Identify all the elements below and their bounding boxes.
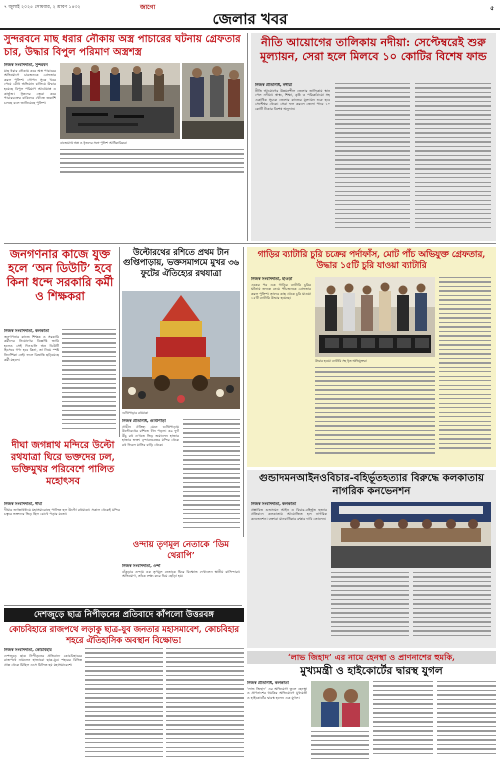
arms-photo [60,63,180,139]
story-onda-headline: ওন্দায় তৃণমূল নেতাকে ‘ডিম থেরাপি’ [132,540,230,561]
story-coochbehar [4,608,244,766]
convention-photo-image [331,502,491,568]
story-couple-col4 [437,681,496,765]
story-convention-col2 [331,572,409,642]
story-coochbehar-body-text: দেশজুড়ে ছাত্র নিপীড়নের প্রতিবাদে কোচবিহারের রাজপথে নামলেন হাজারো ছাত্র-যুব। শহরের বিভিন্ন প্রান্ত থেকে মিছিল এসে মিলিত হয় মহাসমাবেশে। [4,653,82,667]
story-convention-byline: নিজস্ব সংবাদদাতা, কলকাতা [251,502,297,506]
story-census-byline: নিজস্ব সংবাদদাতা, কলকাতা [4,329,50,333]
story-arms-body-text: মাছ ধরার নৌকায় করে অস্ত্র পাচারের অভিযোগে চারজনকে গ্রেফতার করল পুলিশ। গোপন সূত্রে খবর পেয়ে যৌথ অভিযান চালিয়ে উদ্ধার হয়েছে বিপুল পরিমাণ আগ্নেয়াস্ত্র ও কার্তুজ। ধৃতদের জেরা করে পাচারচক্রের বাকিদের খোঁজে তল্লাশি চলছে বলে জানিয়েছে পুলিশ। [4,68,56,105]
story-niti-body-text: নীতি আয়োগের উন্নয়নশীল জেলার তালিকায় স্থান পেল নদীয়া। স্বাস্থ্য, শিক্ষা, কৃষি ও পরিকাঠামো সহ একাধিক সূচকে জেলার কাজের মূল্যায়ন শুরু হবে সেপ্টেম্বর থেকে। সেরা ফল করলে জেলা পাবে ১০ কোটি টাকার বিশেষ অনুদান। [255,88,330,111]
paper-name: জাগো [140,4,156,11]
story-arms-continued [60,149,244,173]
story-convention-body [251,502,327,642]
story-niti-aayog [251,33,496,241]
story-coochbehar-col2 [85,648,163,764]
story-census [4,247,116,437]
story-arms-body [4,63,56,171]
story-rath-body-text: প্রাচীন ঐতিহ্য মেনে গুপ্তিপাড়ায় উল্টোরথের রশিতে টান পড়ল। ৩৬ ফুট উঁচু রথ দেখতে ভিড় জমালেন হাজার হাজার ভক্ত। বৃন্দাবনচন্দ্রের মন্দির থেকে রথ ফিরল মাসির বাড়ি থেকে। [122,424,179,447]
story-rath-headline: উল্টোরথের রশিতে প্রথম টান গুপ্তিপাড়ায়, ভক্তসমাগমে মুখর ৩৬ ফুটের ঐতিহ্যের রথযাত্রা [123,247,239,278]
story-battery-headline: গাড়ির ব্যাটারি চুরি চক্রের পর্দাফাঁস, মোট পাঁচ অভিযুক্ত গ্রেফতার, উদ্ধার ১৫টি চুরি যাওয়া ব্যাটারি [257,250,486,271]
story-census-headline: জনগণনার কাজে যুক্ত হলে ‘অন ডিউটি’ হবে কিনা ধন্দে সরকারি কর্মী ও শিক্ষকরা [6,247,114,303]
story-battery-body-text: একের পর এক গাড়ির ব্যাটারি চুরির ঘটনায় তদন্তে নেমে পাঁচজনকে গ্রেফতার করল পুলিশ। তাদের কাছ থেকে চুরি যাওয়া ১৫টি ব্যাটারি উদ্ধার হয়েছে। [251,282,311,301]
story-onda [122,540,240,602]
story-couple [247,651,496,766]
story-onda-byline: নিজস্ব সংবাদদাতা, ওন্দা [122,564,161,568]
story-digha-byline: নিজস্ব সংবাদদাতা, দীঘা [4,502,43,506]
story-rath-byline: নিজস্ব প্রতিনিধি, গুপ্তিপাড়া [122,419,166,423]
story-couple-headline-bottom: মুখ্যমন্ত্রী ও হাইকোর্টের দ্বারস্থ যুগল [300,665,443,677]
story-coochbehar-col3 [166,648,244,764]
story-census-body-text: জনগণনার কাজে শিক্ষক ও সরকারি কর্মীদের নিয়োগের বিজ্ঞপ্তি জারি হলেও সেই দিনগুলি অন ডিউটি হিসেবে গণ্য হবে কিনা, তা নিয়ে স্পষ্ট নির্দেশিকা নেই। ফলে বিভ্রান্তি ছড়িয়েছে কর্মী মহলে। [4,334,59,362]
arms-photo-caption: বাজেয়াপ্ত অস্ত্র ও ধৃতদের সঙ্গে পুলিশ আধিকারিকরা [60,141,127,145]
story-battery-body [251,277,311,461]
couple-photo [311,681,369,727]
rath-photo-caption: গুপ্তিপাড়ার রথযাত্রা [122,411,149,415]
story-couple-byline: নিজস্ব প্রতিনিধি, কলকাতা [247,681,289,685]
story-digha-body-text: দীঘার জগন্নাথধামে মহাসমারোহে পালিত হল উল্টো রথযাত্রা। সকাল থেকেই মন্দির চত্বরে ভক্তদের ভিড় ছিল চোখে পড়ার মতো। [4,507,120,517]
story-niti-col3 [415,83,491,233]
masthead [0,0,500,30]
story-onda-body [122,564,240,602]
story-convention-headline: গুন্ডাদমনআইনওবিচার-বহির্ভূতহত্যার বিরুদ্ধে কলকাতায় নাগরিক কনভেনশন [259,472,484,497]
story-coochbehar-headline-top: দেশজুড়ে ছাত্র নিপীড়নের প্রতিবাদে কাঁপলো উত্তরবঙ্গ [4,608,244,622]
story-arms-headline: সুন্দরবনে মাছ ধরার নৌকায় অস্ত্র পাচারের ঘটনায় গ্রেফতার চার, উদ্ধার বিপুল পরিমাণ অস্ত্রশস্ত্র [4,33,241,58]
story-niti-body [255,83,330,233]
convention-photo [331,502,491,568]
story-coochbehar-body [4,648,82,764]
story-arms-byline: নিজস্ব সংবাদদাতা, সুন্দরবন [4,63,48,67]
story-couple-body-text: ‘লাভ জিহাদ’ এর অভিযোগ তুলে হেনস্থা ও প্রাণনাশের হুমকির অভিযোগে মুখ্যমন্ত্রী ও হাইকোর্টের দ্বারস্থ হলেন এক যুগল। [247,686,307,700]
story-battery-col2 [315,367,435,461]
story-niti-headline: নীতি আয়োগের তালিকায় নদীয়া: সেপ্টেম্বরেই শুরু মূল্যায়ন, সেরা হলে মিলবে ১০ কোটির বিশেষ ফান্ড [260,35,487,63]
rath-photo-image [122,291,240,409]
story-niti-byline: নিজস্ব প্রতিনিধি, নদীয়া [255,83,293,87]
story-convention-col3 [413,572,491,642]
story-convention [247,470,496,648]
arms-photo-2-image [182,63,244,139]
arms-photo-2 [182,63,244,139]
battery-photo [315,277,435,357]
story-niti-col2 [335,83,410,233]
story-digha [4,440,240,550]
section-title: জেলার খবর [212,10,288,28]
story-couple-headline-top: ‘লাভ জিহাদ’ এর নামে হেনস্থা ও প্রাণনাশের হুমকি, [247,651,496,664]
story-battery-byline: নিজস্ব সংবাদদাতা, হাওড়া [251,277,293,281]
arms-photo-image [60,63,180,139]
story-battery-theft [247,247,496,467]
page-number: ৫ [490,5,494,12]
story-census-body [4,329,59,435]
story-couple-col3 [373,681,433,765]
story-coochbehar-byline: নিজস্ব সংবাদদাতা, কোচবিহার [4,648,52,652]
story-onda-body-text: বাঁকুড়ার ওন্দায় এক তৃণমূল নেতাকে ঘিরে বিক্ষোভ দেখালেন স্থানীয় বাসিন্দারা। অভিযোগ, তাঁকে লক্ষ্য করে ডিম ছোঁড়া হয়। [122,569,240,579]
couple-photo-image [311,681,369,727]
story-couple-col2a [311,731,369,765]
story-arms-smuggling [4,33,244,233]
story-digha-headline: দীঘা জগন্নাথ মন্দিরে উল্টো রথযাত্রা ঘিরে ভক্তদের ঢল, ভক্তিমুখর পরিবেশে পালিত মহোৎসব [10,440,115,487]
rath-photo [122,291,240,409]
story-couple-body [247,681,307,765]
story-digha-body [4,502,120,548]
story-coochbehar-headline-bottom: কোচবিহারে রাজপথে লড়াকু ছাত্র-যুব জনতার মহাসমাবেশ, কোচবিহার শহরে ঐতিহাসিক অবস্থান বিক্ষোভ! [8,624,240,645]
story-census-col2 [62,329,116,435]
issue-date: ৭ জুলাই ২০২৫ সোমবার, ২ শ্রাবণ ১৪৩২ [4,5,81,10]
story-battery-col3 [439,277,491,461]
story-convention-body-text: প্রস্তাবিত গুন্ডাদমন আইন ও বিচার-বহির্ভূত হত্যার প্রতিবাদে কলকাতায় আয়োজিত হল নাগরিক কনভেনশন। বক্তারা মানবাধিকার রক্ষার দাবি তোলেন। [251,507,327,521]
battery-photo-image [315,277,435,357]
battery-photo-caption: উদ্ধার হওয়া ব্যাটারি সহ ধৃত অভিযুক্তরা [315,359,367,363]
